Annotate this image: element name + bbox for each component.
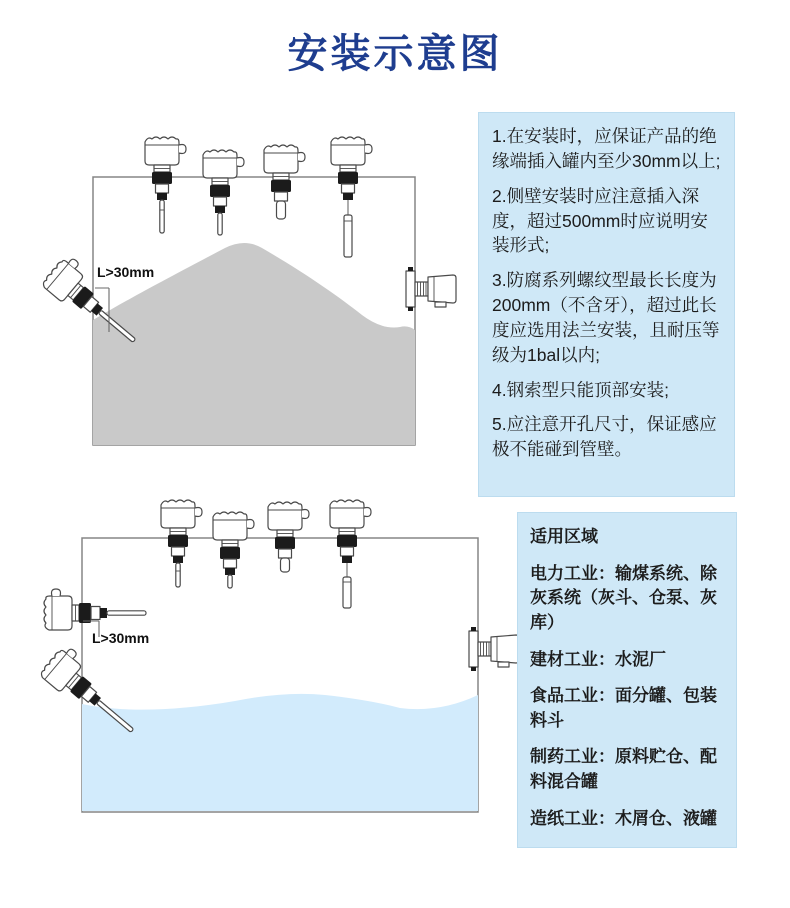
bottom-tank-diagram xyxy=(39,500,519,812)
side-wall-sensor xyxy=(406,267,456,311)
insertion-depth-label-bottom: L>30mm xyxy=(92,630,150,646)
side-wall-sensor xyxy=(469,627,519,671)
application-areas-panel xyxy=(517,512,737,848)
note-item-1: 1.在安装时，应保证产品的绝缘端插入罐内至少30mm以上; xyxy=(492,126,721,171)
top-tank-diagram xyxy=(41,137,456,445)
installation-notes-panel xyxy=(478,112,735,497)
note-item-4: 4.钢索型只能顶部安装; xyxy=(492,379,669,400)
application-item-paper: 造纸工业：木屑仓、液罐 xyxy=(530,808,717,828)
application-item-food: 食品工业：面分罐、包装料斗 xyxy=(530,686,717,730)
note-item-5: 5.应注意开孔尺寸，保证感应极不能碰到管壁。 xyxy=(492,414,717,460)
application-panel-title: 适用区域 xyxy=(530,527,598,546)
application-item-power: 电力工业：输煤系统、除灰系统（灰斗、仓泵、灰库） xyxy=(530,563,717,632)
insertion-depth-label-top: L>30mm xyxy=(97,264,155,280)
note-item-3: 3.防腐系列螺纹型最长长度为200mm（不含牙），超过此长度应选用法兰安装，且耐压等级为1bal以内; xyxy=(492,270,720,365)
application-item-pharma: 制药工业：原料贮仓、配料混合罐 xyxy=(530,747,717,792)
application-item-building-materials: 建材工业：水泥厂 xyxy=(530,649,666,669)
page-title: 安装示意图 xyxy=(287,32,503,76)
note-item-2: 2.侧壁安装时应注意插入深度，超过500mm时应说明安装形式; xyxy=(492,185,708,256)
liquid-fill xyxy=(82,694,478,811)
